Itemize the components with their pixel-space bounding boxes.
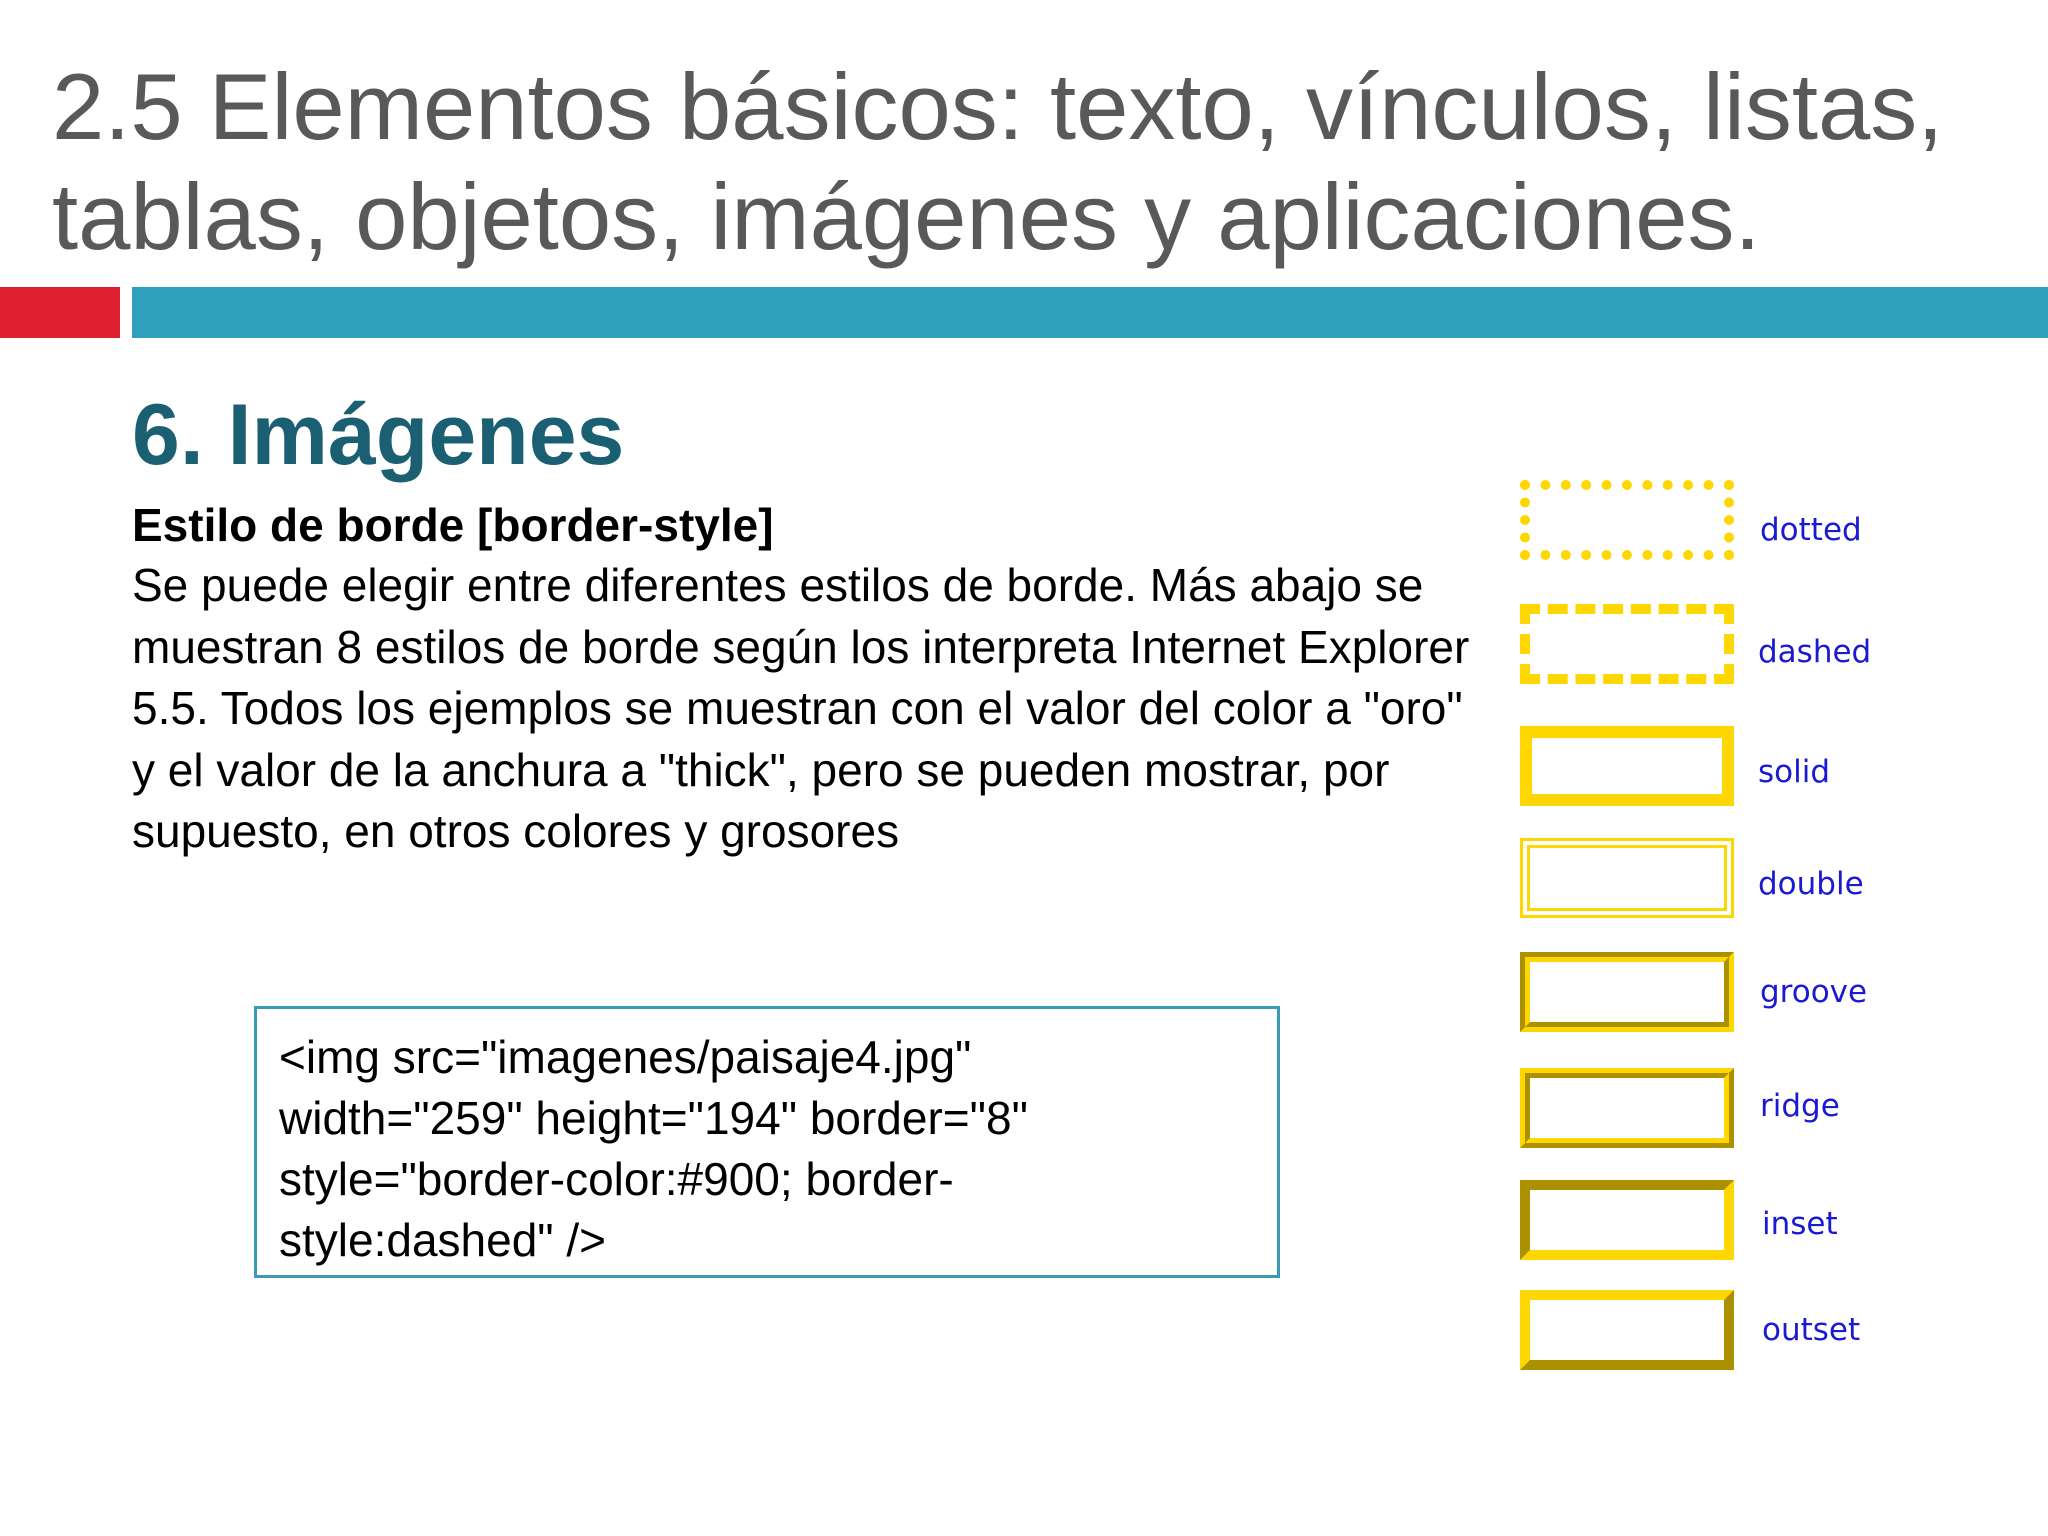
accent-bar-red — [0, 287, 120, 338]
slide-title-line-1: 2.5 Elementos básicos: texto, vínculos, listas, — [52, 54, 1944, 159]
border-sample-outset — [1520, 1290, 1734, 1370]
border-label-dashed: dashed — [1758, 634, 1872, 670]
section-title: 6. Imágenes — [132, 387, 625, 483]
body-paragraph: Se puede elegir entre diferentes estilos de borde. Más abajo se muestran 8 estilos de borde según los interpreta Internet Explorer 5.5. Todos los ejemplos se muestran con el valor del color a "oro" y el valor de la anchura a "thick", pero se pueden mostrar, por supuesto, en otros colores y grosores — [132, 559, 1470, 857]
border-sample-dotted — [1520, 480, 1734, 560]
border-sample-groove — [1520, 952, 1734, 1032]
border-sample-double — [1520, 838, 1734, 918]
border-sample-ridge — [1520, 1068, 1734, 1148]
subheading: Estilo de borde [border-style] — [132, 499, 774, 551]
border-label-dotted: dotted — [1760, 512, 1862, 548]
slide-title — [52, 52, 1952, 272]
border-sample-inset — [1520, 1180, 1734, 1260]
code-example-text: <img src="imagenes/paisaje4.jpg" width="259" height="194" border="8" style="border-color:#900; border- style:dashed" /> — [279, 1031, 1028, 1266]
border-sample-solid — [1520, 726, 1734, 806]
border-label-ridge: ridge — [1760, 1088, 1840, 1124]
border-label-groove: groove — [1760, 974, 1868, 1010]
code-example-box — [254, 1006, 1280, 1278]
accent-bar-blue — [132, 287, 2048, 338]
border-label-solid: solid — [1758, 754, 1831, 790]
border-label-inset: inset — [1762, 1206, 1838, 1242]
border-label-double: double — [1758, 866, 1864, 902]
slide-title-line-2: tablas, objetos, imágenes y aplicaciones. — [52, 164, 1761, 269]
border-label-outset: outset — [1762, 1312, 1861, 1348]
border-sample-dashed — [1520, 604, 1734, 684]
